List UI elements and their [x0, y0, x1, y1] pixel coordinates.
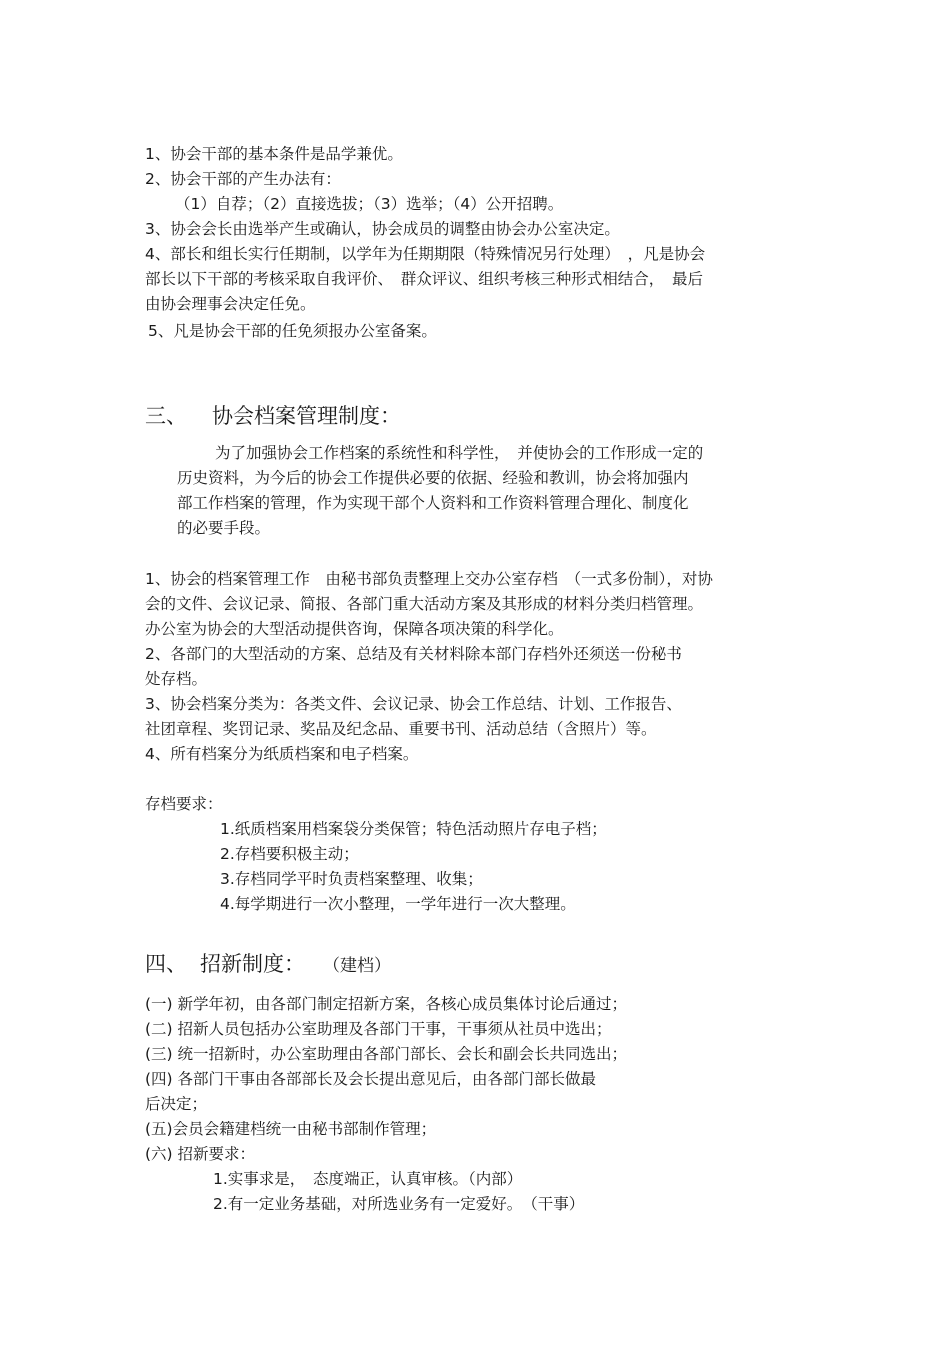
- archive-rule-1-line1: 1、协会的档案管理工作 由秘书部负责整理上交办公室存档 （一式多份制），对协: [145, 570, 713, 588]
- rule-item-5: 5、凡是协会干部的任免须报办公室备案。: [148, 322, 437, 340]
- recruit-requirement-1: 1.实事求是， 态度端正，认真审核。（内部）: [213, 1170, 523, 1188]
- recruit-rule-6: (六) 招新要求：: [145, 1145, 256, 1163]
- recruit-rule-5: (五)会员会籍建档统一由秘书部制作管理；: [145, 1120, 437, 1138]
- archive-requirement-3: 3.存档同学平时负责档案整理、收集；: [220, 870, 483, 888]
- recruit-rule-4-line1: (四) 各部门干事由各部部长及会长提出意见后，由各部门部长做最: [145, 1070, 597, 1088]
- recruit-rule-4-line2: 后决定；: [145, 1095, 208, 1113]
- rule-item-3: 3、协会会长由选举产生或确认，协会成员的调整由协会办公室决定。: [145, 220, 620, 238]
- section-four-title: 招新制度：: [200, 952, 305, 976]
- rule-item-4-line1: 4、部长和组长实行任期制，以学年为任期期限（特殊情况另行处理） ，凡是协会: [145, 245, 706, 263]
- section-three-number: 三、: [145, 404, 187, 428]
- recruit-requirement-2: 2.有一定业务基础，对所选业务有一定爱好。 （干事）: [213, 1195, 585, 1213]
- section-four-note: （建档）: [323, 956, 391, 976]
- archive-requirement-2: 2.存档要积极主动；: [220, 845, 359, 863]
- section-three-title: 协会档案管理制度：: [212, 404, 401, 428]
- archive-intro-line1: 为了加强协会工作档案的系统性和科学性， 并使协会的工作形成一定的: [215, 444, 704, 462]
- recruit-rule-3: (三) 统一招新时，办公室助理由各部门部长、会长和副会长共同选出；: [145, 1045, 628, 1063]
- rule-item-4-line3: 由协会理事会决定任免。: [145, 295, 316, 313]
- archive-rule-3-line1: 3、协会档案分类为：各类文件、会议记录、协会工作总结、计划、工作报告、: [145, 695, 682, 713]
- archive-rule-1-line3: 办公室为协会的大型活动提供咨询，保障各项决策的科学化。: [145, 620, 564, 638]
- archive-rule-2-line1: 2、各部门的大型活动的方案、总结及有关材料除本部门存档外还须送一份秘书: [145, 645, 682, 663]
- archive-requirements-title: 存档要求：: [145, 795, 223, 813]
- recruit-rule-2: (二) 招新人员包括办公室助理及各部门干事，干事须从社员中选出；: [145, 1020, 612, 1038]
- archive-requirement-4: 4.每学期进行一次小整理，一学年进行一次大整理。: [220, 895, 576, 913]
- archive-rule-1-line2: 会的文件、会议记录、简报、各部门重大活动方案及其形成的材料分类归档管理。: [145, 595, 704, 613]
- rule-item-1: 1、协会干部的基本条件是品学兼优。: [145, 145, 403, 163]
- rule-item-4-line2: 部长以下干部的考核采取自我评价、 群众评议、组织考核三种形式相结合， 最后: [145, 270, 704, 288]
- section-four-number: 四、: [145, 952, 187, 976]
- archive-rule-2-line2: 处存档。: [145, 670, 208, 688]
- archive-intro-line4: 的必要手段。: [177, 519, 271, 537]
- rule-item-2: 2、协会干部的产生办法有：: [145, 170, 341, 188]
- recruit-rule-1: (一) 新学年初，由各部门制定招新方案，各核心成员集体讨论后通过；: [145, 995, 628, 1013]
- archive-intro-line3: 部工作档案的管理，作为实现干部个人资料和工作资料管理合理化、制度化: [177, 494, 689, 512]
- archive-requirement-1: 1.纸质档案用档案袋分类保管；特色活动照片存电子档；: [220, 820, 607, 838]
- archive-rule-4: 4、所有档案分为纸质档案和电子档案。: [145, 745, 419, 763]
- rule-item-2-options: （1）自荐；（2）直接选拔；（3）选举；（4）公开招聘。: [175, 195, 564, 213]
- archive-rule-3-line2: 社团章程、奖罚记录、奖品及纪念品、重要书刊、活动总结（含照片）等。: [145, 720, 657, 738]
- archive-intro-line2: 历史资料，为今后的协会工作提供必要的依据、经验和教训，协会将加强内: [177, 469, 689, 487]
